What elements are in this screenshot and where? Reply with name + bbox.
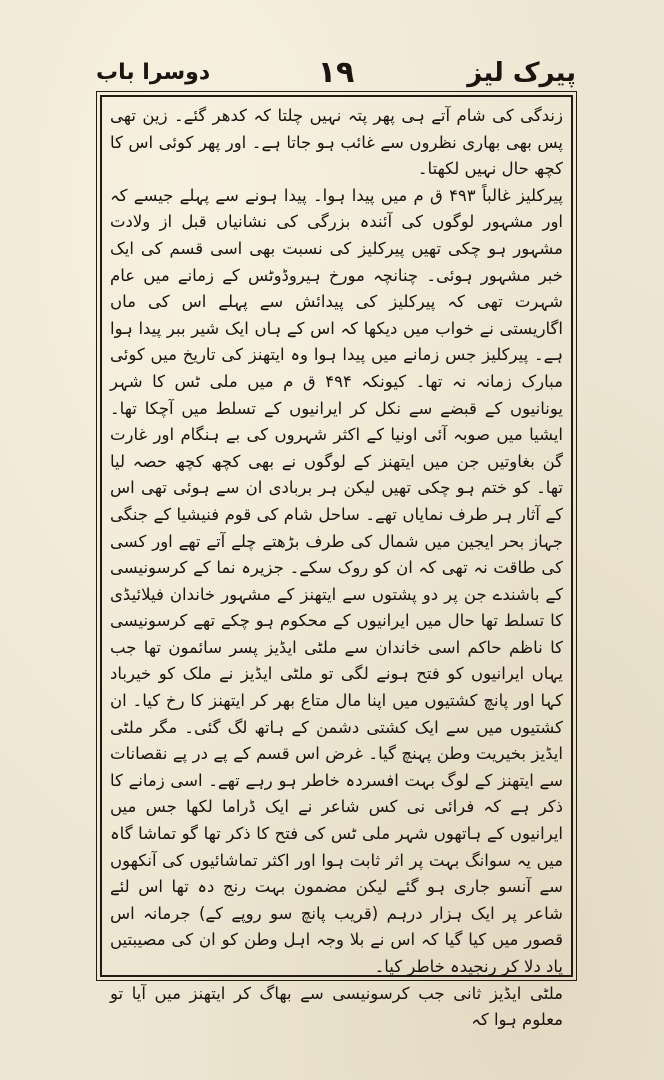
paragraph: پیرکلیز غالباً ۴۹۳ ق م میں پیدا ہوا۔ پیدا ہونے سے پہلے جیسے کہ اور مشہور لوگوں کی آئندہ بزرگی کی نشانیاں قبل از ولادت مشہور ہو چکی تھیں پیرکلیز کی نسبت بھی اسی قسم کی ایک خبر مشہور ہوئی۔ چنانچہ مورخ ہیروڈوٹس کے زمانے میں عام شہرت تھی کہ پیرکلیز کی پیدائش سے پہلے اس کی ماں اگاریستی نے خواب میں دیکھا کہ اس کے ہاں ایک شیر ببر پیدا ہوا ہے۔ پیرکلیز جس زمانے میں پیدا ہوا وہ ایتھنز کی تاریخ میں کوئی مبارک زمانہ نہ تھا۔ کیونکہ ۴۹۴ ق م میں ملی ٹس کا شہر یونانیوں کے قبضے سے نکل کر ایرانیوں کے تسلط میں آچکا تھا۔ ایشیا میں صوبہ آئی اونیا کے اکثر شہروں کی بے ہنگام اور غارت گن بغاوتیں جن میں ایتھنز کے لوگوں نے بھی کچھ کچھ حصہ لیا تھا۔ کو ختم ہو چکی تھیں لیکن ہر بربادی ان سے ہوئی تھی اس کے آثار ہر طرف نمایاں تھے۔ ساحل شام کی قوم فنیشیا کے جنگی جہاز بحر ایجین میں شمال کی طرف بڑھتے چلے آتے تھے اور کسی کی طاقت نہ تھی کہ ان کو روک سکے۔ جزیرہ نما کے کرسونیسی کے باشندے جن پر دو پشتوں سے ایتھنز کے مشہور خاندان فیلائیڈی کا تسلط تھا حال میں ایرانیوں کے محکوم ہو چکے تھے کرسونیسی کا ناظم حاکم اسی خاندان سے ملٹی ایڈیز پسر سائمون تھا جب یہاں ایرانیوں کو فتح ہونے لگی تو ملٹی ایڈیز نے ملک کو خیرباد کہا اور پانچ کشتیوں میں اپنا مال متاع بھر کر ایتھنز کا رخ کیا۔ ان کشتیوں میں سے ایک کشتی دشمن کے ہاتھ لگ گئی۔ مگر ملٹی ایڈیز بخیریت وطن پہنچ گیا۔ غرض اس قسم کے پے در پے نقصانات سے ایتھنز کے لوگ بہت افسردہ خاطر ہو رہے تھے۔ اسی زمانے کا ذکر ہے کہ فرائی نی کس شاعر نے ایک ڈراما لکھا جس میں ایرانیوں کے ہاتھوں شہر ملی ٹس کی فتح کا ذکر تھا گو تماشا گاہ میں یہ سوانگ بہت پر اثر ثابت ہوا اور اکثر تماشائیوں کی آنکھوں سے آنسو جاری ہو گئے لیکن مضمون بہت رنج دہ تھا اس لئے شاعر پر ایک ہزار درہم (قریب پانچ سو روپے کے) جرمانہ اس قصور میں کیا گیا کہ اس نے بلا وجہ اہل وطن کو ان کی مصیبتیں یاد دلا کر رنجیدہ خاطر کیا۔ (110, 185, 563, 976)
paragraph: زندگی کی شام آتے ہی پھر پتہ نہیں چلتا کہ کدھر گئے۔ زین تھی پس بھی بھاری نظروں سے غائب ہو جاتا ہے۔ اور پھر کوئی اس کا کچھ حال نہیں لکھتا۔ (110, 106, 563, 179)
paragraph: ملٹی ایڈیز ثانی جب کرسونیسی سے بھاگ کر ایتھنز میں آیا تو معلوم ہوا کہ (110, 983, 563, 1030)
page-number: ۱۹ (317, 55, 355, 90)
text-frame (100, 95, 573, 1030)
body-text (110, 103, 563, 1030)
page-header (96, 50, 576, 96)
book-title: پیرک لیز (467, 58, 576, 88)
chapter-label: دوسرا باب (96, 60, 211, 85)
